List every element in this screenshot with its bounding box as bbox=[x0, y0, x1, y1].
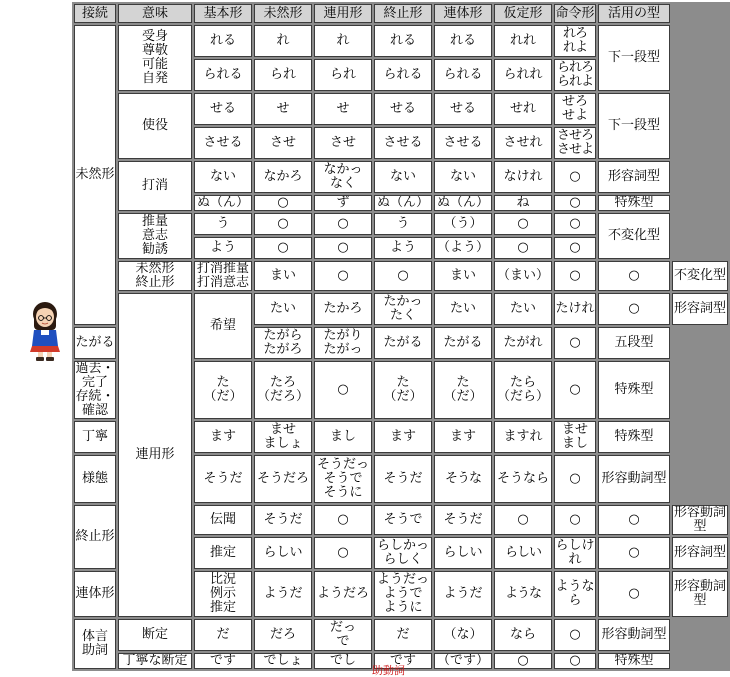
meaning-cell: 希望 bbox=[194, 293, 252, 359]
form-cell: らしかっ らしく bbox=[374, 537, 432, 569]
form-cell: ○ bbox=[554, 455, 596, 503]
conjugation-type-cell: 形容詞型 bbox=[672, 537, 728, 569]
meaning-cell: 丁寧な断定 bbox=[118, 653, 192, 669]
meaning-cell: 断定 bbox=[118, 619, 192, 651]
form-cell: ○ bbox=[314, 505, 372, 535]
meaning-cell: 様態 bbox=[74, 455, 116, 503]
form-cell: そうだろ bbox=[254, 455, 312, 503]
conjugation-type-cell: 五段型 bbox=[598, 327, 670, 359]
form-cell: ○ bbox=[554, 195, 596, 211]
form-cell: られる bbox=[374, 59, 432, 91]
form-cell: う bbox=[374, 213, 432, 235]
form-cell: れれ bbox=[494, 25, 552, 57]
form-cell: （です） bbox=[434, 653, 492, 669]
form-cell: ○ bbox=[314, 537, 372, 569]
connection-cell: 終止形 bbox=[74, 505, 116, 569]
meaning-cell: 丁寧 bbox=[74, 421, 116, 453]
form-cell: たい bbox=[494, 293, 552, 325]
form-cell: ようだっ ようで ように bbox=[374, 571, 432, 617]
form-cell: だ bbox=[374, 619, 432, 651]
form-cell: ○ bbox=[494, 505, 552, 535]
form-cell: られ bbox=[314, 59, 372, 91]
form-cell: られれ bbox=[494, 59, 552, 91]
form-cell: させる bbox=[374, 127, 432, 159]
form-cell: ○ bbox=[254, 213, 312, 235]
form-cell: （よう） bbox=[434, 237, 492, 259]
form-cell: ようだ bbox=[434, 571, 492, 617]
form-cell: そうだ bbox=[374, 455, 432, 503]
form-cell: せる bbox=[374, 93, 432, 125]
overflow-note: 助動詞 bbox=[372, 664, 405, 677]
form-cell: せ bbox=[254, 93, 312, 125]
form-cell: ず bbox=[314, 195, 372, 211]
form-cell: ませ ましょ bbox=[254, 421, 312, 453]
conjugation-type-cell: 特殊型 bbox=[598, 195, 670, 211]
form-cell: られる bbox=[194, 59, 252, 91]
form-cell: ○ bbox=[554, 653, 596, 669]
form-cell: ○ bbox=[554, 619, 596, 651]
form-cell: ようなら bbox=[554, 571, 596, 617]
form-cell: たかろ bbox=[314, 293, 372, 325]
table-row bbox=[74, 293, 728, 325]
form-cell: ○ bbox=[598, 261, 670, 291]
form-cell: せ bbox=[314, 93, 372, 125]
form-cell: だろ bbox=[254, 619, 312, 651]
form-cell: られ bbox=[254, 59, 312, 91]
form-cell: れろ れよ bbox=[554, 25, 596, 57]
form-cell: れる bbox=[374, 25, 432, 57]
form-cell: ね bbox=[494, 195, 552, 211]
form-cell: です bbox=[194, 653, 252, 669]
form-cell: たい bbox=[434, 293, 492, 325]
form-cell: たろ （だろ） bbox=[254, 361, 312, 419]
form-cell: た （だ） bbox=[194, 361, 252, 419]
header-conjugation-type: 活用の型 bbox=[598, 4, 670, 23]
form-cell: させる bbox=[434, 127, 492, 159]
form-cell: られる bbox=[434, 59, 492, 91]
form-cell: ○ bbox=[314, 361, 372, 419]
form-cell: なら bbox=[494, 619, 552, 651]
form-cell: たかっ たく bbox=[374, 293, 432, 325]
header-mizen-form: 未然形 bbox=[254, 4, 312, 23]
header-base-form: 基本形 bbox=[194, 4, 252, 23]
meaning-cell: 受身 尊敬 可能 自発 bbox=[118, 25, 192, 91]
meaning-cell: 使役 bbox=[118, 93, 192, 159]
form-cell: ぬ（ん） bbox=[434, 195, 492, 211]
form-cell: なかろ bbox=[254, 161, 312, 193]
form-cell: ぬ（ん） bbox=[374, 195, 432, 211]
header-rentai-form: 連体形 bbox=[434, 4, 492, 23]
table-row bbox=[74, 93, 728, 125]
header-connection: 接続 bbox=[74, 4, 116, 23]
form-cell: たがり たがっ bbox=[314, 327, 372, 359]
table-row bbox=[74, 261, 728, 291]
table-row bbox=[74, 161, 728, 193]
conjugation-type-cell: 特殊型 bbox=[598, 653, 670, 669]
form-cell: させる bbox=[194, 127, 252, 159]
form-cell: （な） bbox=[434, 619, 492, 651]
form-cell: れ bbox=[314, 25, 372, 57]
form-cell: よう bbox=[374, 237, 432, 259]
form-cell: ○ bbox=[554, 213, 596, 235]
form-cell: ます bbox=[374, 421, 432, 453]
form-cell: ○ bbox=[598, 505, 670, 535]
form-cell: たがる bbox=[374, 327, 432, 359]
meaning-cell: 過去・完了 存続・確認 bbox=[75, 361, 115, 418]
form-cell: でしょ bbox=[254, 653, 312, 669]
form-cell: たがら たがろ bbox=[254, 327, 312, 359]
form-cell: なかっ なく bbox=[314, 161, 372, 193]
form-cell: ような bbox=[494, 571, 552, 617]
header-row bbox=[74, 4, 728, 23]
connection-cell: 連体形 bbox=[74, 571, 116, 617]
conjugation-type-cell: 不変化型 bbox=[598, 213, 670, 259]
girl-avatar-icon bbox=[26, 300, 64, 362]
form-cell: まい bbox=[434, 261, 492, 291]
connection-cell: 未然形 終止形 bbox=[118, 261, 192, 291]
form-cell: （う） bbox=[434, 213, 492, 235]
form-cell: そうだ bbox=[434, 505, 492, 535]
conjugation-type-cell: 不変化型 bbox=[672, 261, 728, 291]
form-cell: ○ bbox=[598, 571, 670, 617]
form-cell: ○ bbox=[554, 327, 596, 359]
form-cell: う bbox=[194, 213, 252, 235]
form-cell: そうなら bbox=[494, 455, 552, 503]
form-cell: ○ bbox=[554, 161, 596, 193]
form-cell: （まい） bbox=[494, 261, 552, 291]
form-cell: ます bbox=[194, 421, 252, 453]
form-cell: ませ まし bbox=[554, 421, 596, 453]
connection-cell: 未然形 bbox=[74, 25, 116, 325]
form-cell: ○ bbox=[554, 361, 596, 419]
conjugation-type-cell: 下一段型 bbox=[598, 25, 670, 91]
form-cell: ますれ bbox=[494, 421, 552, 453]
form-cell: ○ bbox=[554, 261, 596, 291]
form-cell: ない bbox=[434, 161, 492, 193]
auxiliary-verb-conjugation-table bbox=[72, 2, 730, 671]
meaning-cell: 打消推量 打消意志 bbox=[194, 261, 252, 291]
form-cell: だ bbox=[194, 619, 252, 651]
form-cell: ○ bbox=[494, 213, 552, 235]
header-katei-form: 仮定形 bbox=[494, 4, 552, 23]
meaning-cell: 推定 bbox=[194, 537, 252, 569]
form-cell: た （だ） bbox=[374, 361, 432, 419]
form-cell: させ bbox=[314, 127, 372, 159]
form-cell: せる bbox=[194, 93, 252, 125]
connection-cell: 連用形 bbox=[118, 293, 192, 617]
form-cell: よう bbox=[194, 237, 252, 259]
conjugation-type-cell: 形容動詞型 bbox=[598, 455, 670, 503]
form-cell: ○ bbox=[374, 261, 432, 291]
conjugation-type-cell: 形容動詞型 bbox=[598, 619, 670, 651]
table-row bbox=[74, 213, 728, 235]
form-cell: ない bbox=[374, 161, 432, 193]
form-cell: たい bbox=[254, 293, 312, 325]
form-cell: ○ bbox=[254, 195, 312, 211]
form-cell: そうだ bbox=[194, 455, 252, 503]
table-row bbox=[74, 25, 728, 57]
header-meaning: 意味 bbox=[118, 4, 192, 23]
form-cell: です bbox=[374, 653, 432, 669]
conjugation-type-cell: 特殊型 bbox=[598, 361, 670, 419]
form-cell: ない bbox=[194, 161, 252, 193]
meaning-cell: 比況 例示 推定 bbox=[194, 571, 252, 617]
form-cell: ○ bbox=[494, 653, 552, 669]
conjugation-type-cell: 特殊型 bbox=[598, 421, 670, 453]
form-cell: せれ bbox=[494, 93, 552, 125]
form-cell: ○ bbox=[314, 213, 372, 235]
form-cell: ○ bbox=[598, 537, 670, 569]
header-shushi-form: 終止形 bbox=[374, 4, 432, 23]
form-cell: ようだ bbox=[254, 571, 312, 617]
form-cell: そうで bbox=[374, 505, 432, 535]
form-cell: そうだっ そうで そうに bbox=[314, 455, 372, 503]
header-renyo-form: 連用形 bbox=[314, 4, 372, 23]
form-cell: そうだ bbox=[254, 505, 312, 535]
form-cell: れ bbox=[254, 25, 312, 57]
form-cell: ぬ（ん） bbox=[194, 195, 252, 211]
form-cell: せろ せよ bbox=[554, 93, 596, 125]
conjugation-type-cell: 下一段型 bbox=[598, 93, 670, 159]
form-cell: ○ bbox=[598, 293, 670, 325]
form-cell: させろ させよ bbox=[554, 127, 596, 159]
form-cell: させ bbox=[254, 127, 312, 159]
form-cell: ようだろ bbox=[314, 571, 372, 617]
conjugation-type-cell: 形容動詞型 bbox=[673, 505, 726, 534]
form-cell: させれ bbox=[494, 127, 552, 159]
form-cell: ○ bbox=[494, 237, 552, 259]
form-cell: まい bbox=[254, 261, 312, 291]
form-cell: らしい bbox=[254, 537, 312, 569]
form-cell: ○ bbox=[554, 237, 596, 259]
conjugation-type-cell: 形容動詞型 bbox=[672, 571, 728, 617]
form-cell: たがる bbox=[74, 327, 116, 359]
form-cell: ○ bbox=[314, 261, 372, 291]
form-cell: だっ で bbox=[314, 619, 372, 651]
form-cell: でし bbox=[314, 653, 372, 669]
connection-cell: 体言 助詞 bbox=[74, 619, 116, 669]
meaning-cell: 伝聞 bbox=[194, 505, 252, 535]
meaning-cell: 推量 意志 勧誘 bbox=[118, 213, 192, 259]
form-cell: らしい bbox=[494, 537, 552, 569]
form-cell: たら （だら） bbox=[494, 361, 552, 419]
form-cell: らしけれ bbox=[555, 538, 595, 567]
conjugation-type-cell: 形容詞型 bbox=[672, 293, 728, 325]
form-cell: ○ bbox=[314, 237, 372, 259]
form-cell: れる bbox=[194, 25, 252, 57]
form-cell: ○ bbox=[554, 505, 596, 535]
form-cell: られろ られよ bbox=[554, 59, 596, 91]
form-cell: ○ bbox=[254, 237, 312, 259]
table-row bbox=[74, 619, 728, 651]
form-cell: らしい bbox=[434, 537, 492, 569]
form-cell: なけれ bbox=[494, 161, 552, 193]
conjugation-type-cell: 形容詞型 bbox=[598, 161, 670, 193]
form-cell: そうな bbox=[434, 455, 492, 503]
form-cell: ます bbox=[434, 421, 492, 453]
form-cell: せる bbox=[434, 93, 492, 125]
form-cell: たがれ bbox=[494, 327, 552, 359]
form-cell: た （だ） bbox=[434, 361, 492, 419]
form-cell: たがる bbox=[434, 327, 492, 359]
header-meirei-form: 命令形 bbox=[554, 4, 596, 23]
form-cell: れる bbox=[434, 25, 492, 57]
meaning-cell: 打消 bbox=[118, 161, 192, 211]
form-cell: たけれ bbox=[554, 293, 596, 325]
form-cell: まし bbox=[314, 421, 372, 453]
